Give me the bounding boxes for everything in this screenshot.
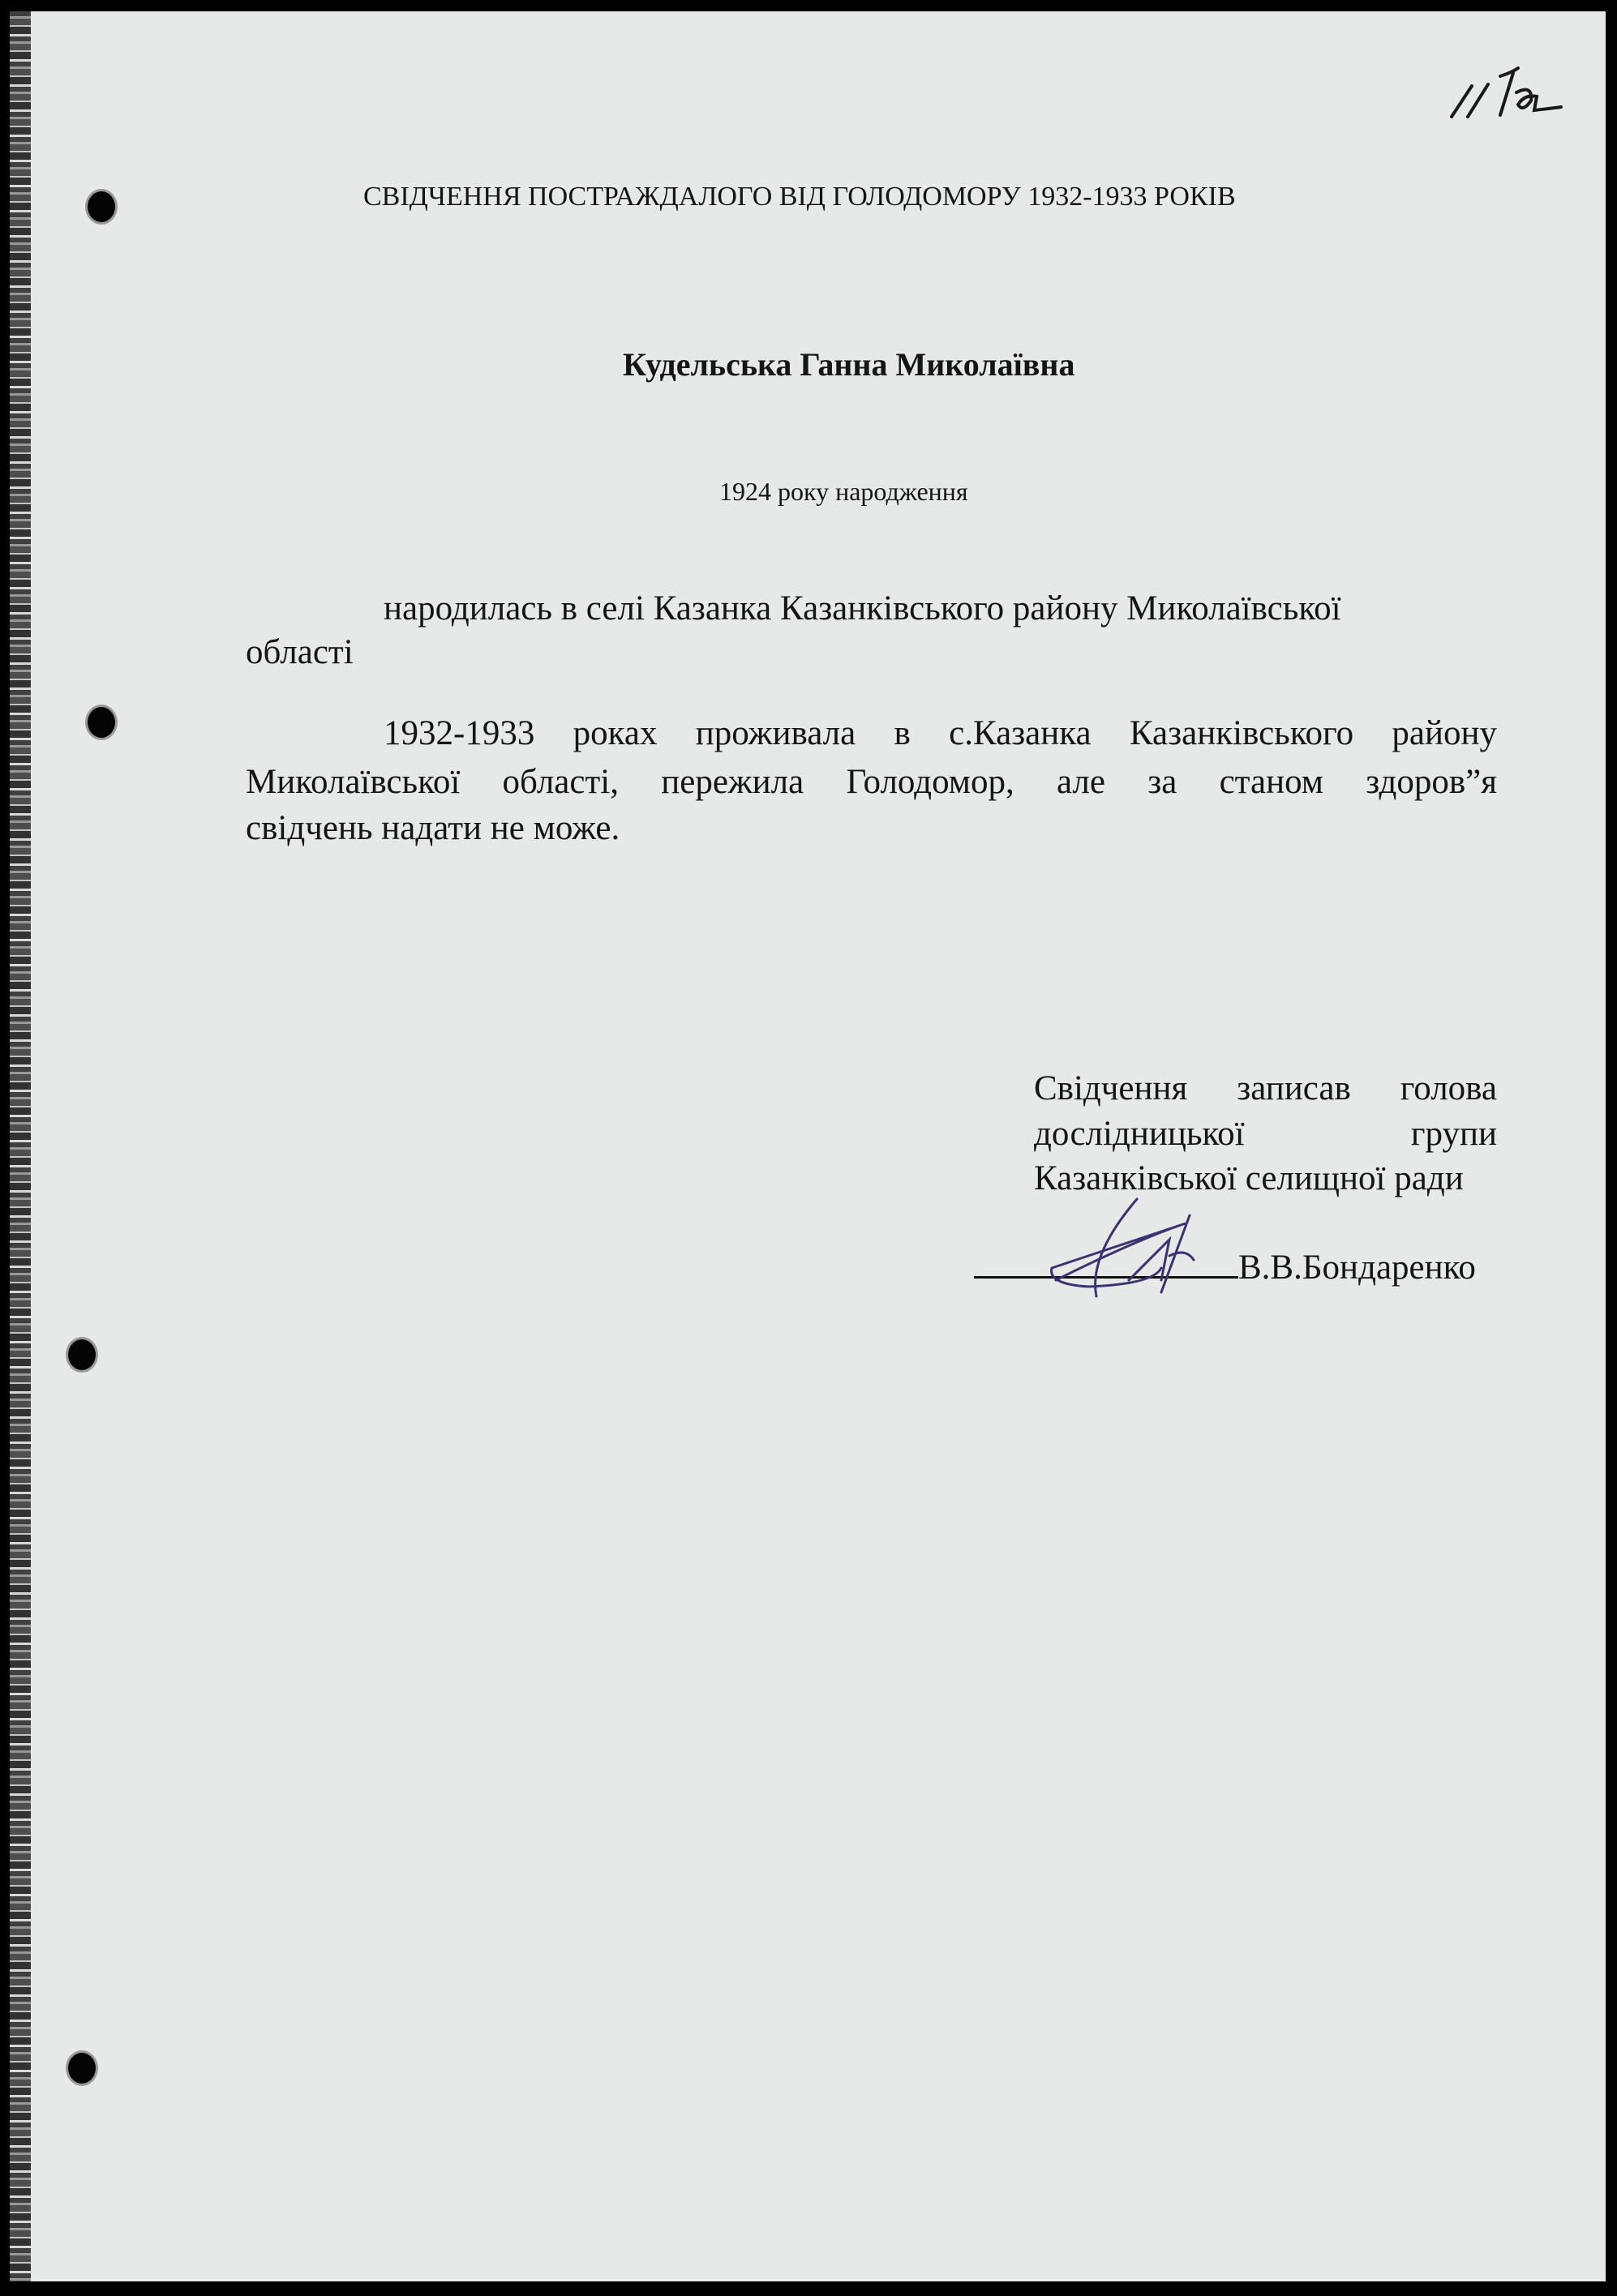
signer-name: В.В.Бондаренко: [1238, 1249, 1476, 1287]
paragraph2-line: 1932-1933 роках проживала в с.Казанка Казанківського району: [384, 714, 1497, 752]
person-name: Кудельська Ганна Миколаївна: [623, 346, 1075, 383]
signature-block-line: Казанківської селищної ради: [1034, 1159, 1464, 1197]
punch-hole: [88, 707, 115, 738]
signature-block-line: Свідчення записав голова: [1034, 1069, 1497, 1107]
birth-year: 1924 року народження: [719, 477, 968, 506]
handwritten-signature: [1040, 1191, 1250, 1304]
paragraph2-line: свідчень надати не може.: [246, 809, 620, 847]
punch-hole: [68, 2053, 96, 2084]
paragraph1-line: народилась в селі Казанка Казанківського району Миколаївської: [384, 589, 1341, 628]
punch-hole: [68, 1339, 96, 1370]
document-title: СВІДЧЕННЯ ПОСТРАЖДАЛОГО ВІД ГОЛОДОМОРУ 1932-1933 РОКІВ: [363, 182, 1236, 212]
handwritten-folio-number: [1435, 36, 1581, 133]
paragraph2-line: Миколаївської області, пережила Голодомор, але за станом здоров”я: [246, 763, 1497, 801]
signature-block-line: дослідницької групи: [1034, 1115, 1497, 1153]
scan-edge: [10, 11, 31, 2281]
punch-hole: [88, 191, 115, 222]
paragraph1-line: області: [246, 633, 354, 671]
document-page: [10, 11, 1606, 2281]
